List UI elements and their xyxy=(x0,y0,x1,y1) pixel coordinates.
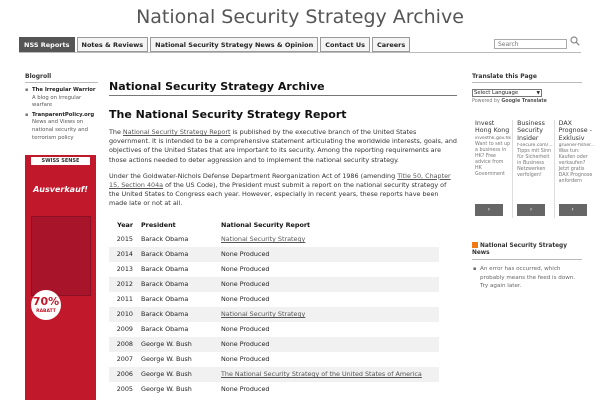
law-paragraph xyxy=(109,172,457,209)
col-president: President xyxy=(141,220,176,229)
cell-president: Barack Obama xyxy=(139,307,219,322)
ad-discount-badge xyxy=(31,290,61,320)
tab-news-opinion[interactable]: National Security Strategy News & Opinion xyxy=(150,37,318,52)
nav-divider xyxy=(19,52,581,53)
right-sidebar xyxy=(472,73,582,104)
ad-go-button[interactable]: › xyxy=(475,204,503,216)
rss-icon[interactable] xyxy=(472,242,478,248)
ad-text: Tipps mit Sinn für Sicherheit in Business Netzwerken verfolgen! xyxy=(517,148,552,178)
ad-discount-label: RABATT xyxy=(36,309,56,314)
site-title[interactable]: National Security Strategy Archive xyxy=(136,6,464,28)
cell-year: 2013 xyxy=(116,265,133,274)
report-link[interactable]: National Security Strategy xyxy=(221,310,306,319)
blogroll-desc: News and Views on national security and terrorism policy xyxy=(32,119,88,141)
report-status: None Produced xyxy=(221,385,270,394)
blogroll-link[interactable]: The Irregular Warrior xyxy=(32,87,96,93)
cell-president: George W. Bush xyxy=(139,337,219,352)
cell-year: 2007 xyxy=(116,355,133,364)
news-feed xyxy=(472,242,582,291)
translate-title: Translate this Page xyxy=(472,73,582,83)
blogroll-link[interactable]: TranparentPolicy.org xyxy=(32,111,95,118)
ad-headline: Ausverkauf! xyxy=(33,185,88,194)
table-row xyxy=(109,262,439,277)
ad-title[interactable]: Invest Hong Kong xyxy=(475,120,510,135)
report-status: None Produced xyxy=(221,250,270,259)
report-link[interactable]: The National Security Strategy of the United States of America xyxy=(221,370,422,379)
main-content xyxy=(109,80,457,397)
ad-product-image xyxy=(31,216,91,296)
cell-year: 2005 xyxy=(116,385,133,394)
tab-notes-reviews[interactable]: Notes & Reviews xyxy=(77,37,149,52)
table-row xyxy=(109,352,439,367)
text-ad[interactable] xyxy=(558,120,596,218)
report-status: None Produced xyxy=(221,280,270,289)
cell-year: 2009 xyxy=(116,325,133,334)
report-status: None Produced xyxy=(221,265,270,274)
cell-president: George W. Bush xyxy=(141,355,192,364)
table-row xyxy=(109,232,439,247)
cell-president: Barack Obama xyxy=(141,295,189,304)
sidebar-ad-banner[interactable] xyxy=(25,155,96,400)
report-link[interactable]: National Security Strategy xyxy=(221,235,306,244)
cell-president: Barack Obama xyxy=(141,265,189,274)
powered-by-label: Powered by xyxy=(472,99,500,104)
cell-president: Barack Obama xyxy=(141,325,189,334)
table-body xyxy=(109,232,439,397)
text-segment: Under the Goldwater-Nichols Defense Department Reorganization Act of 1986 (amending xyxy=(109,171,398,180)
left-sidebar xyxy=(25,73,98,144)
feed-title[interactable] xyxy=(472,242,582,260)
cell-report xyxy=(219,277,439,292)
table-row xyxy=(109,247,439,262)
cell-report xyxy=(219,382,439,397)
table-row xyxy=(109,367,439,382)
blogroll-title: Blogroll xyxy=(25,73,98,83)
cell-report xyxy=(219,322,439,337)
title-50-link[interactable]: Title 50, Chapter 15, Section 404a xyxy=(109,171,451,190)
cell-year: 2014 xyxy=(109,247,139,262)
search-icon[interactable] xyxy=(570,36,580,46)
cell-report xyxy=(219,307,439,322)
ad-go-button[interactable]: › xyxy=(517,204,545,216)
table-row xyxy=(109,292,439,307)
google-translate-link[interactable]: Google Translate xyxy=(501,99,547,104)
cell-president: Barack Obama xyxy=(141,235,189,244)
table-row xyxy=(109,382,439,397)
blogroll-desc: A blog on irregular warfare xyxy=(32,94,82,109)
report-status: None Produced xyxy=(221,355,270,364)
cell-report xyxy=(219,292,439,307)
feed-title-text[interactable]: National Security Strategy News xyxy=(472,243,567,256)
col-report: National Security Report xyxy=(221,220,311,229)
chevron-down-icon: ▼ xyxy=(536,90,540,96)
tab-nss-reports[interactable]: NSS Reports xyxy=(19,37,75,52)
ad-brand: SWISS SENSE xyxy=(31,157,90,165)
list-item xyxy=(25,87,98,110)
text-ads xyxy=(474,120,595,218)
list-item xyxy=(25,112,98,142)
cell-report xyxy=(219,262,439,277)
text-ad[interactable] xyxy=(516,120,555,218)
table-header-row xyxy=(109,218,439,232)
table-row xyxy=(109,322,439,337)
report-heading: The National Security Strategy Report xyxy=(109,108,347,121)
tab-contact-us[interactable]: Contact Us xyxy=(320,37,370,52)
cell-year: 2008 xyxy=(109,337,139,352)
blogroll-list xyxy=(25,87,98,142)
language-select[interactable] xyxy=(472,89,542,97)
ad-url: gruener-fisher... xyxy=(558,142,595,148)
table-row xyxy=(109,337,439,352)
cell-president: George W. Bush xyxy=(139,367,219,382)
cell-president: Barack Obama xyxy=(139,247,219,262)
ad-url: investhk.gov.hk xyxy=(475,135,512,141)
cell-president: George W. Bush xyxy=(141,385,192,394)
report-status: None Produced xyxy=(221,340,270,349)
ad-discount-value: 70% xyxy=(32,295,60,308)
reports-table xyxy=(109,218,439,397)
cell-year: 2006 xyxy=(109,367,139,382)
cell-report xyxy=(219,232,439,247)
cell-report xyxy=(219,247,439,262)
cell-year: 2011 xyxy=(116,295,133,304)
cell-year: 2012 xyxy=(109,277,139,292)
text-segment: The xyxy=(109,128,123,136)
text-ad[interactable] xyxy=(474,120,513,218)
powered-by xyxy=(472,99,582,104)
ad-title[interactable]: Business Security Insider xyxy=(517,120,545,142)
ad-url: f-secure.com/... xyxy=(517,142,553,148)
language-select-value: Select Language xyxy=(474,90,519,96)
cell-report xyxy=(219,337,439,352)
table-row xyxy=(109,277,439,292)
ad-text: Was tun: Kaufen oder verkaufen? Jetzt gratis DAX Prognose anfordern xyxy=(558,148,593,184)
main-nav xyxy=(19,37,410,52)
cell-report xyxy=(219,367,439,382)
cell-president: Barack Obama xyxy=(139,277,219,292)
text-segment: is published by the executive branch of the United States government. It is intended to be a comprehensive statement articulating the worldwide interests, goals, and objectives of the United States that are important to its security. Among the reporting requirements are those actions needed to deter aggression and to implement the national security strategy. xyxy=(109,128,457,164)
report-status: None Produced xyxy=(221,295,270,304)
feed-error-message: ▪ An error has occurred, which probably means the feed is down. Try again later. xyxy=(472,265,582,291)
ad-text: Want to set up a business in HK? Free advice from HK Government xyxy=(475,141,511,177)
intro-paragraph xyxy=(109,128,457,165)
nss-report-link[interactable]: National Security Strategy Report xyxy=(122,128,231,136)
report-status: None Produced xyxy=(221,325,270,334)
cell-year: 2015 xyxy=(116,235,133,244)
cell-report xyxy=(219,352,439,367)
text-segment: of the US Code), the President must submit a report on the national security strategy of the United States to Congress each year. However, especially in recent years, these reports have been made late or not at all. xyxy=(109,181,447,208)
page-title: National Security Strategy Archive xyxy=(109,80,457,96)
ad-title[interactable]: DAX Prognose - Exklusiv xyxy=(558,120,592,142)
search-input[interactable] xyxy=(494,39,567,49)
ad-go-button[interactable]: › xyxy=(559,204,587,216)
col-year: Year xyxy=(117,220,133,229)
cell-year: 2010 xyxy=(109,307,139,322)
tab-careers[interactable]: Careers xyxy=(372,37,410,52)
table-row xyxy=(109,307,439,322)
